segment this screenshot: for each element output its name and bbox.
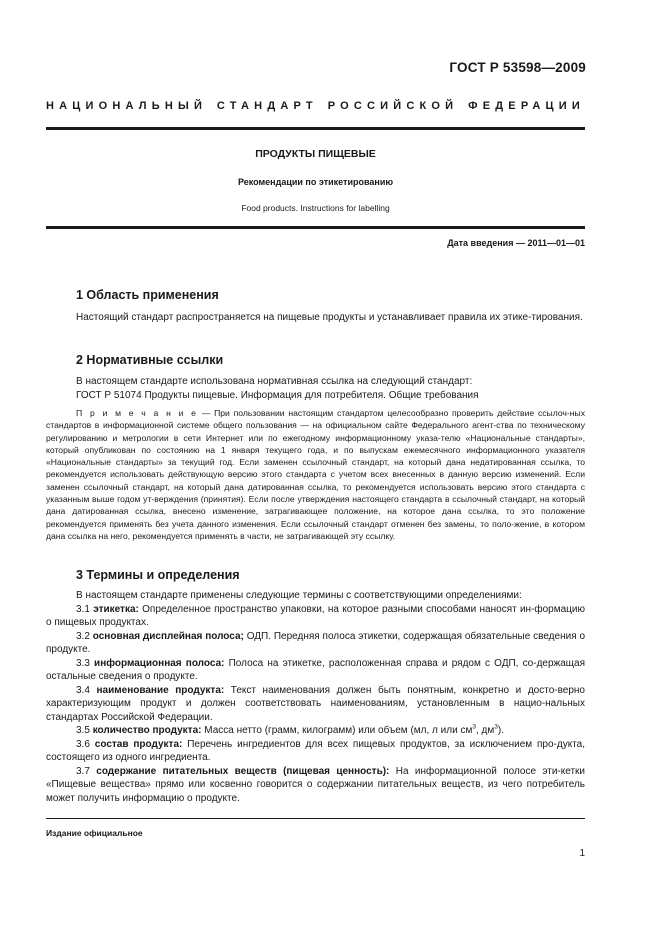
national-standard-banner: НАЦИОНАЛЬНЫЙ СТАНДАРТ РОССИЙСКОЙ ФЕДЕРАЦИИ [46, 100, 585, 112]
document-code: ГОСТ Р 53598—2009 [449, 60, 586, 75]
section-1-text: Настоящий стандарт распространяется на пищевые продукты и устанавливает правила их этике-тирования. [76, 312, 583, 323]
document-subtitle: Рекомендации по этикетированию [237, 177, 394, 187]
section-3-intro: В настоящем стандарте применены следующие термины с соответствующими определениями: [76, 590, 522, 601]
official-edition-label: Издание официальное [46, 828, 143, 838]
title-divider [46, 226, 585, 229]
document-title: ПРОДУКТЫ ПИЩЕВЫЕ [255, 148, 376, 160]
note-label: П р и м е ч а н и е [76, 408, 198, 418]
top-divider [46, 127, 585, 130]
section-3-heading: 3 Термины и определения [76, 568, 240, 582]
term-3-5: 3.5 количество продукта: Масса нетто (грамм, килограмм) или объем (мл, л или $см^3$, $дм^3$). [76, 723, 504, 736]
english-title: Food products. Instructions for labelling [241, 203, 390, 213]
term-3-3: 3.3 информационная полоса: Полоса на этикетке, расположенная справа и рядом с ОДП, со-держащая остальные сведения о продукте. [46, 657, 585, 682]
section-2-note [46, 407, 585, 542]
section-1-heading: 1 Область применения [76, 288, 219, 302]
note-text: — При пользовании настоящим стандартом целесообразно проверить действие ссылоч-ных стандартов в информационной системе общего пользования — на официальном сайте Федерального агент-ства по техническому регулированию и метрологии в сети Интернет или по ежегодному информационному указа-телю «Национальные стандарты», который опубликован по состоянию на 1 января текущего года, и по выпускам ежемесячного информационного указателя «Национальные стандарты» за текущий год. Если заменен ссылочный стандарт, на который дана недатированная ссылка, то рекомендуется использовать действующую версию этого стандарта с учетом всех внесенных в данную версию изменений. Если заменен ссылочный стандарт, на который дана датированная ссылка, то рекомендуется использовать версию этого стандарта с указанным выше годом ут-верждения (принятия). Если после утверждения настоящего стандарта в ссылочный стандарт, на который дана датированная ссылка, внесено изменение, затрагивающее положение, на которое дана ссылка, то это положение рекомендуется применять без учета данного изменения. Если ссылочный стандарт отменен без замены, то поло-жение, в котором дана ссылка на него, рекомендуется применять в части, не затрагивающей эту ссылку. [46, 408, 585, 541]
section-2-line-2: ГОСТ Р 51074 Продукты пищевые. Информация для потребителя. Общие требования [76, 390, 479, 401]
introduction-date: Дата введения — 2011—01—01 [447, 238, 585, 248]
term-3-6: 3.6 состав продукта: Перечень ингредиентов для всех пищевых продуктов, за исключением про-дукта, состоящего из одного ингредиента. [46, 738, 586, 763]
term-3-4: 3.4 наименование продукта: Текст наименования должен быть понятным, конкретно и досто-верно характеризующим продукт и должен соответствовать наименованиям, установленным в нацио-нальных стандартах Российской Федерации. [46, 684, 585, 723]
page-number: 1 [579, 848, 585, 859]
section-3-body [46, 589, 585, 805]
footer-divider [46, 818, 585, 819]
section-2-line-1: В настоящем стандарте использована нормативная ссылка на следующий стандарт: [76, 376, 473, 387]
section-2-heading: 2 Нормативные ссылки [76, 353, 224, 367]
term-3-7: 3.7 содержание питательных веществ (пищевая ценность): На информационной полосе эти-кетки «Пищевые вещества» прямо или косвенно говорится о содержании питательных веществ, из чего потребитель может получить информацию о продукте. [46, 765, 586, 804]
term-3-1: 3.1 этикетка: Определенное пространство упаковки, на которое разными способами наносят ин-формацию о пищевых продуктах. [46, 603, 585, 628]
term-3-2: 3.2 основная дисплейная полоса; ОДП. Передняя полоса этикетки, содержащая обязательные сведения о продукте. [46, 630, 586, 655]
